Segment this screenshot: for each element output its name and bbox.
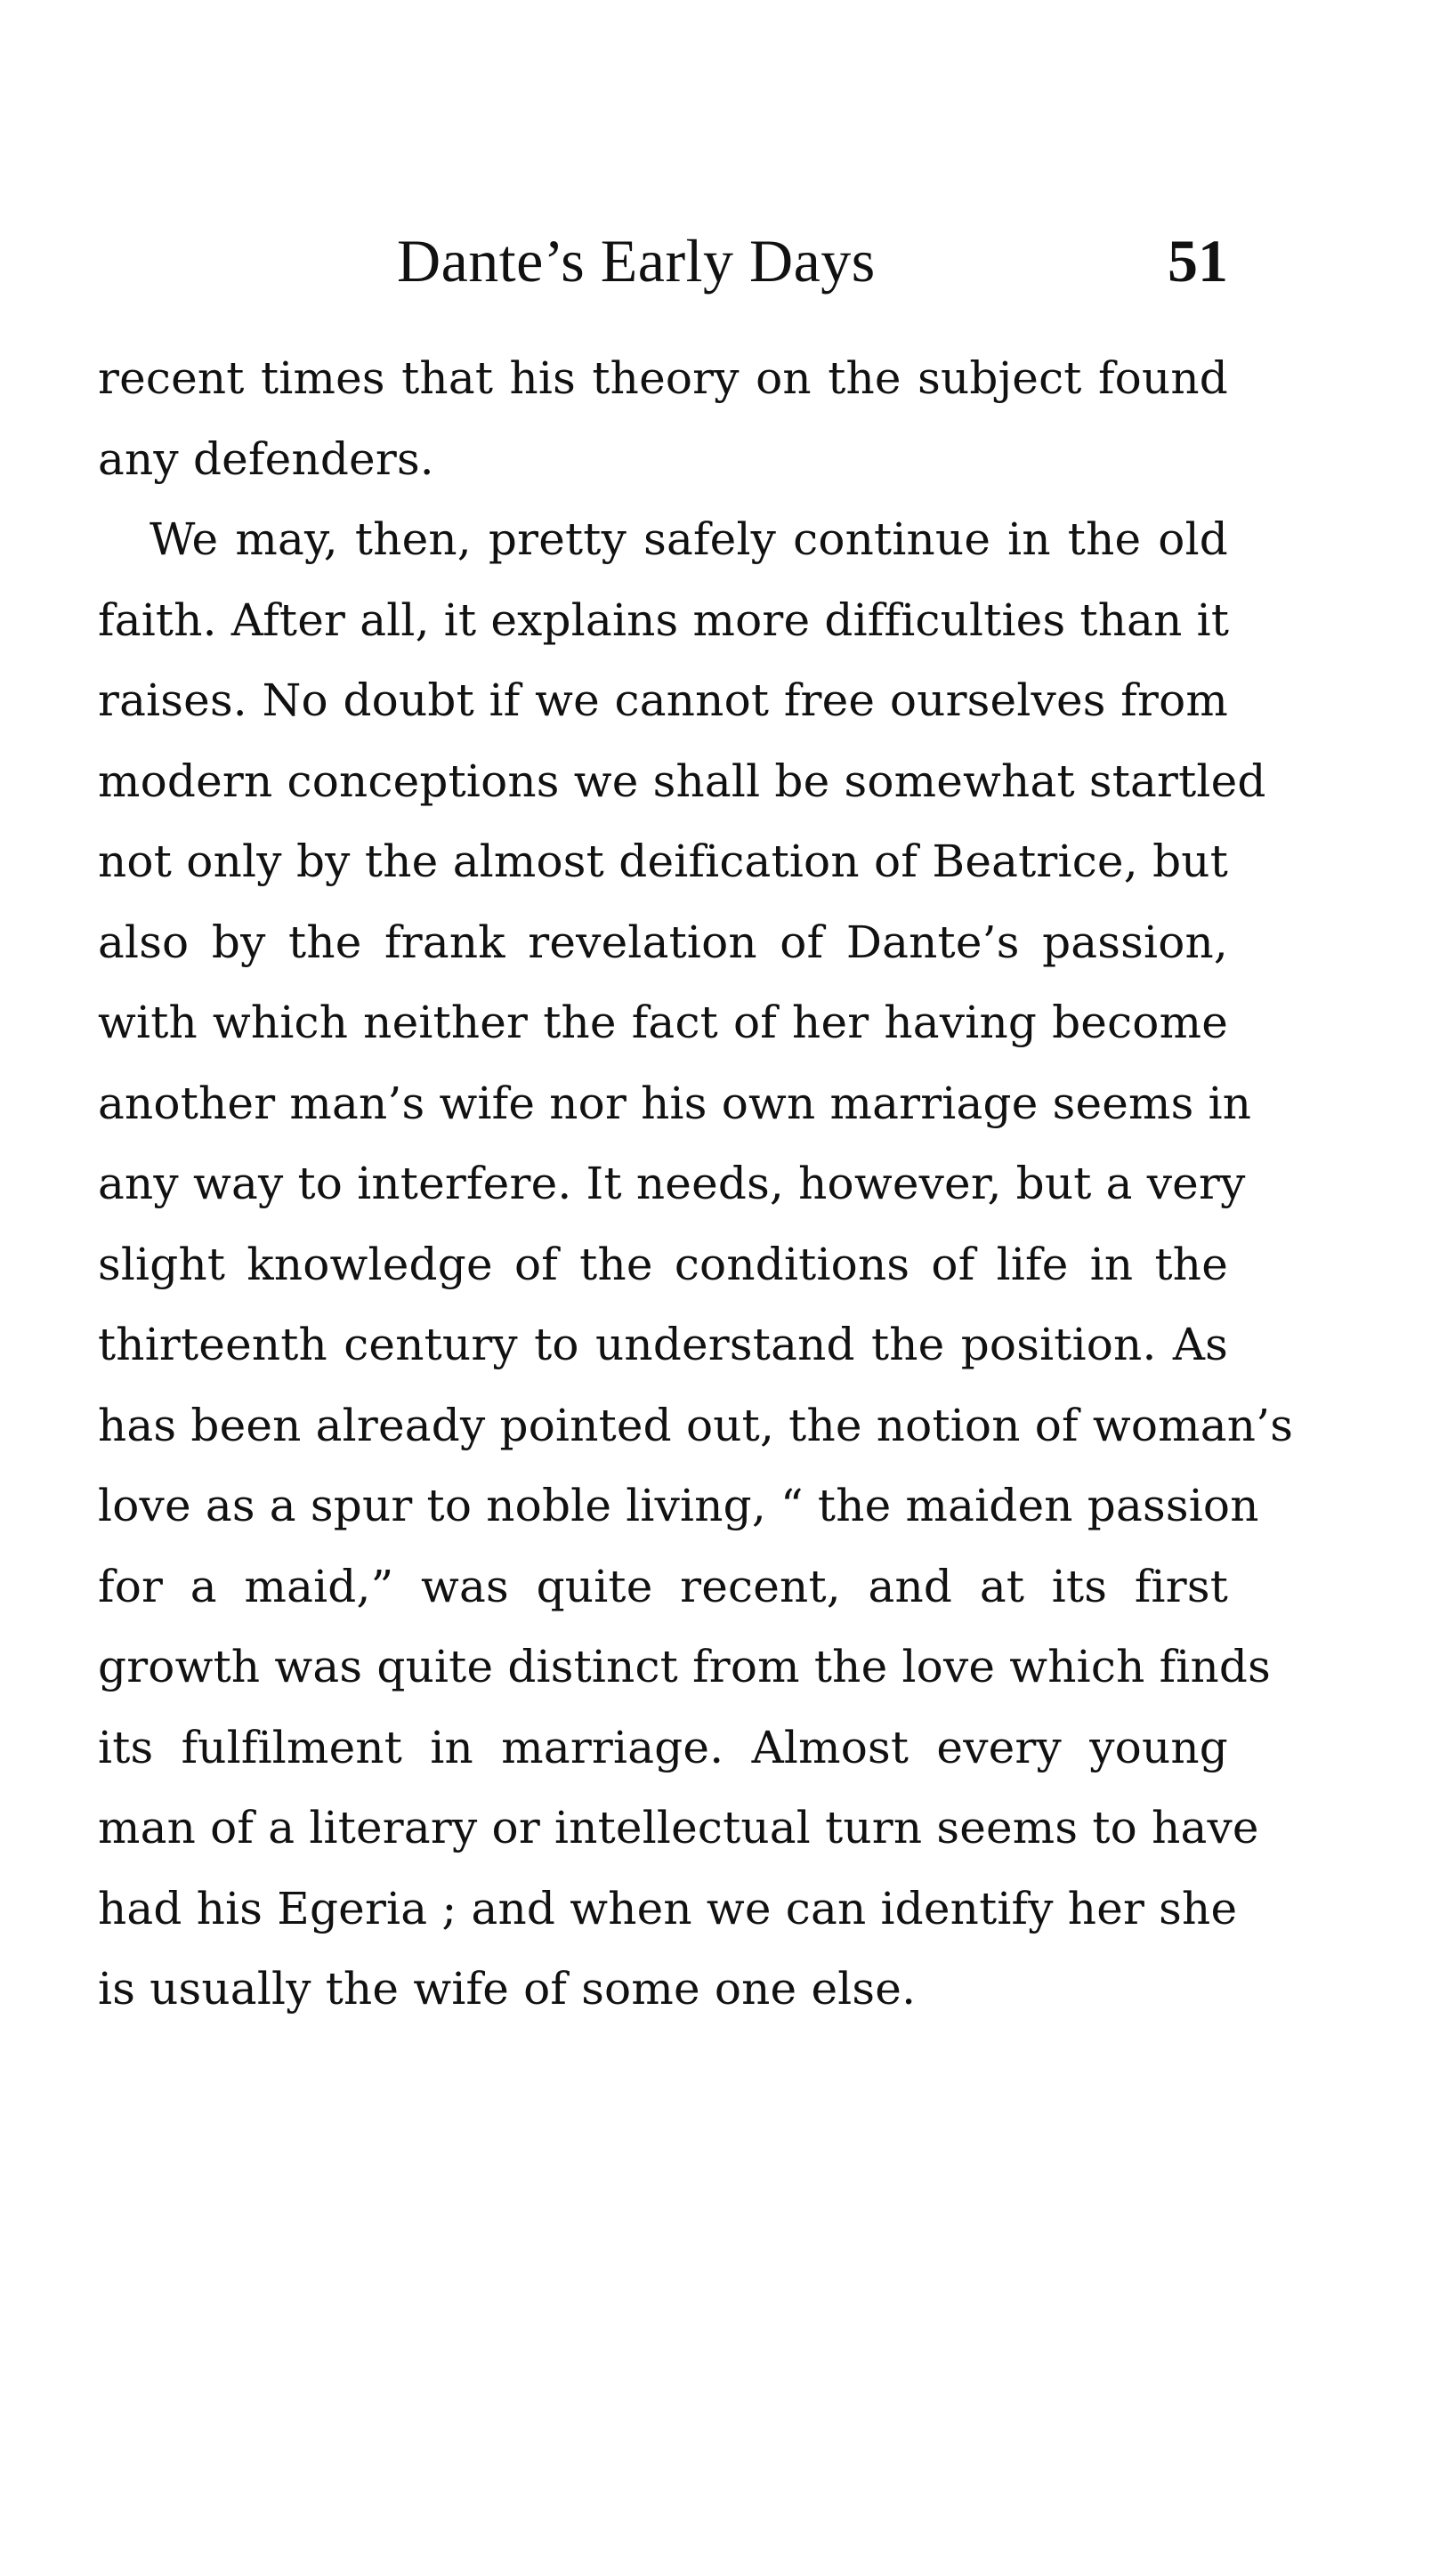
text-line: is usually the wife of some one else. (98, 1963, 917, 2015)
text-line: its fulfilment in marriage. Almost every young (98, 1721, 1228, 1773)
running-title: Dante’s Early Days (397, 227, 876, 295)
text-line: had his Egeria ; and when we can identify her she (98, 1882, 1238, 1934)
text-line: thirteenth century to understand the position. As (98, 1319, 1228, 1370)
text-line: not only by the almost deification of Beatrice, but (98, 836, 1228, 887)
text-line: slight knowledge of the conditions of life in the (98, 1238, 1228, 1290)
text-line: another man’s wife nor his own marriage seems in (98, 1077, 1252, 1129)
body-text (98, 338, 1294, 2030)
text-line: also by the frank revelation of Dante’s passion, (98, 916, 1228, 968)
text-line: for a maid,” was quite recent, and at its first (98, 1560, 1228, 1612)
text-line: raises. No doubt if we cannot free ourselves from (98, 674, 1228, 726)
text-line: man of a literary or intellectual turn seems to have (98, 1802, 1259, 1853)
text-line: We may, then, pretty safely continue in the old (150, 513, 1228, 565)
page-number: 51 (1168, 227, 1228, 295)
text-line: has been already pointed out, the notion of woman’s (98, 1399, 1294, 1451)
text-line: with which neither the fact of her having become (98, 997, 1228, 1048)
text-line: modern conceptions we shall be somewhat startled (98, 755, 1266, 807)
text-line: any defenders. (98, 432, 434, 485)
text-line: any way to interfere. It needs, however, but a very (98, 1158, 1246, 1209)
text-line: growth was quite distinct from the love which finds (98, 1641, 1271, 1692)
text-line: faith. After all, it explains more difficulties than it (98, 594, 1230, 646)
text-line: love as a spur to noble living, “ the maiden passion (98, 1480, 1259, 1531)
text-line: recent times that his theory on the subject found (98, 352, 1228, 404)
running-head (98, 221, 1228, 301)
